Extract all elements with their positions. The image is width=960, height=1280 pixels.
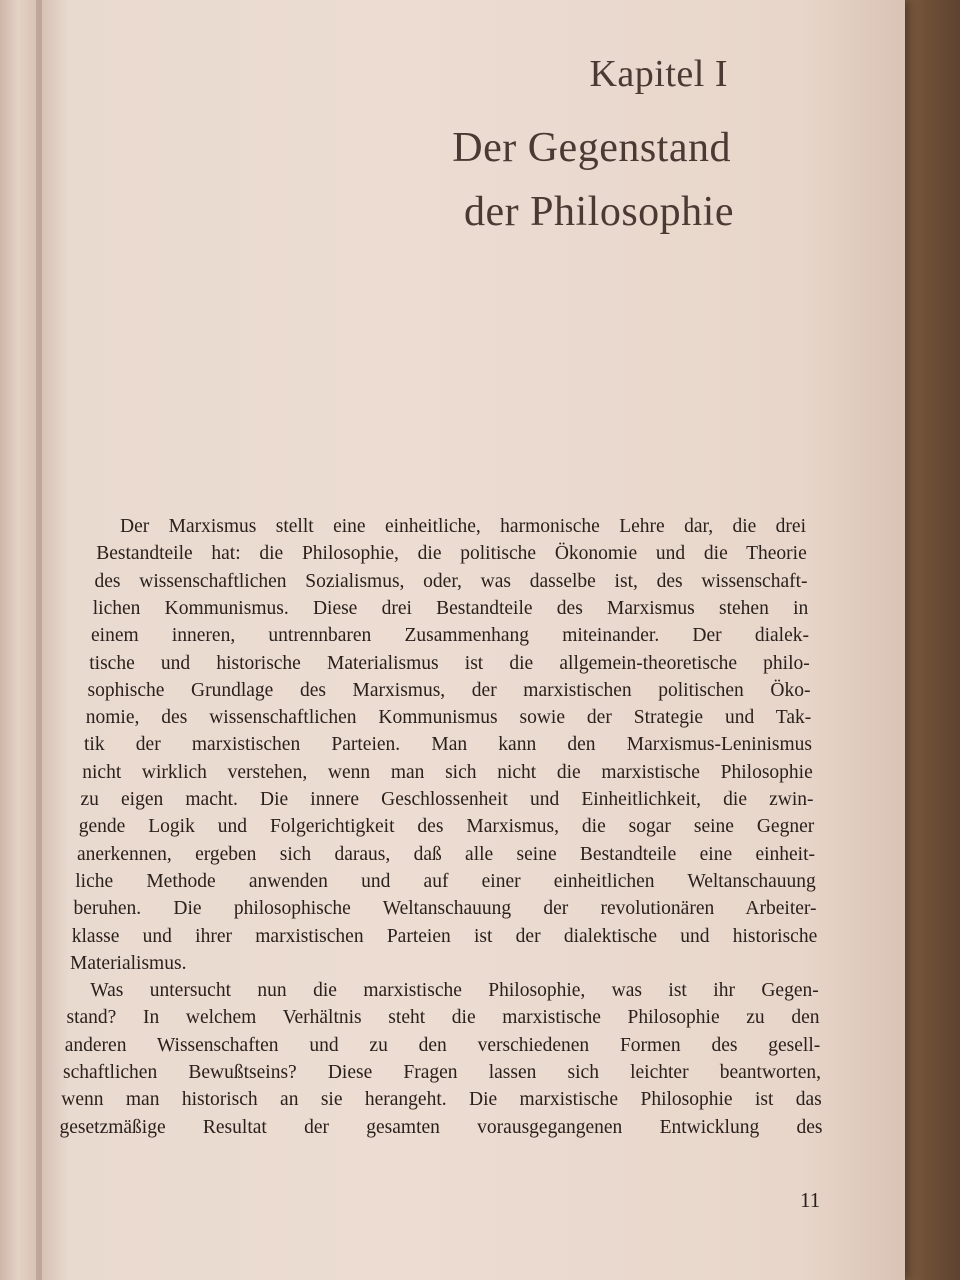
text-line: gende Logik und Folgerichtigkeit des Marxismus, die sogar seine Gegner	[78, 816, 815, 838]
text-line: Was untersucht nun die marxistische Philosophie, was ist ihr Gegen-	[90, 980, 819, 1002]
text-line: Bestandteile hat: die Philosophie, die politische Ökonomie und die Theorie	[96, 543, 807, 565]
text-line: sophische Grundlage des Marxismus, der marxistischen politischen Öko-	[87, 679, 811, 701]
text-line: gesetzmäßige Resultat der gesamten vorausgegangenen Entwicklung des	[59, 1116, 823, 1138]
text-line: klasse und ihrer marxistischen Parteien ist der dialektische und historische	[71, 925, 818, 947]
text-line: nomie, des wissenschaftlichen Kommunismus sowie der Strategie und Tak-	[85, 707, 812, 729]
chapter-title-line-1: Der Gegenstand	[452, 125, 731, 171]
text-line: tik der marxistischen Parteien. Man kann den Marxismus-Leninismus	[84, 734, 812, 756]
text-line: schaftlichen Bewußtseins? Diese Fragen lassen sich leichter beantworten,	[63, 1062, 821, 1083]
text-line: liche Methode anwenden und auf einer einheitlichen Weltanschauung	[75, 870, 816, 892]
text-line: anerkennen, ergeben sich daraus, daß alle seine Bestandteile eine einheit-	[77, 843, 815, 865]
text-line: des wissenschaftlichen Sozialismus, oder, was dasselbe ist, des wissenschaft-	[94, 570, 808, 592]
text-line: einem inneren, untrennbaren Zusammenhang miteinander. Der dialek-	[91, 625, 809, 647]
page-number: 11	[800, 1188, 821, 1212]
text-line: tische und historische Materialismus ist die allgemein-theoretische philo-	[89, 652, 810, 674]
text-line: Der Marxismus stellt eine einheitliche, harmonische Lehre dar, die drei	[120, 516, 806, 537]
text-line: beruhen. Die philosophische Weltanschauung der revolutionären Arbeiter-	[73, 898, 817, 920]
chapter-label: Kapitel I	[589, 53, 728, 95]
text-line: Materialismus.	[70, 952, 187, 974]
text-line: nicht wirklich verstehen, wenn man sich nicht die marxistische Philosophie	[82, 761, 813, 783]
text-line: lichen Kommunismus. Diese drei Bestandteile des Marxismus stehen in	[92, 597, 809, 619]
text-line: stand? In welchem Verhältnis steht die marxistische Philosophie zu den	[66, 1007, 820, 1029]
text-line: wenn man historisch an sie herangeht. Die marxistische Philosophie ist das	[61, 1089, 822, 1111]
page-gutter	[36, 0, 42, 1280]
text-line: anderen Wissenschaften und zu den verschiedenen Formen des gesell-	[64, 1034, 821, 1056]
text-line: zu eigen macht. Die innere Geschlossenheit und Einheitlichkeit, die zwin-	[80, 789, 814, 810]
chapter-title-line-2: der Philosophie	[464, 189, 734, 235]
